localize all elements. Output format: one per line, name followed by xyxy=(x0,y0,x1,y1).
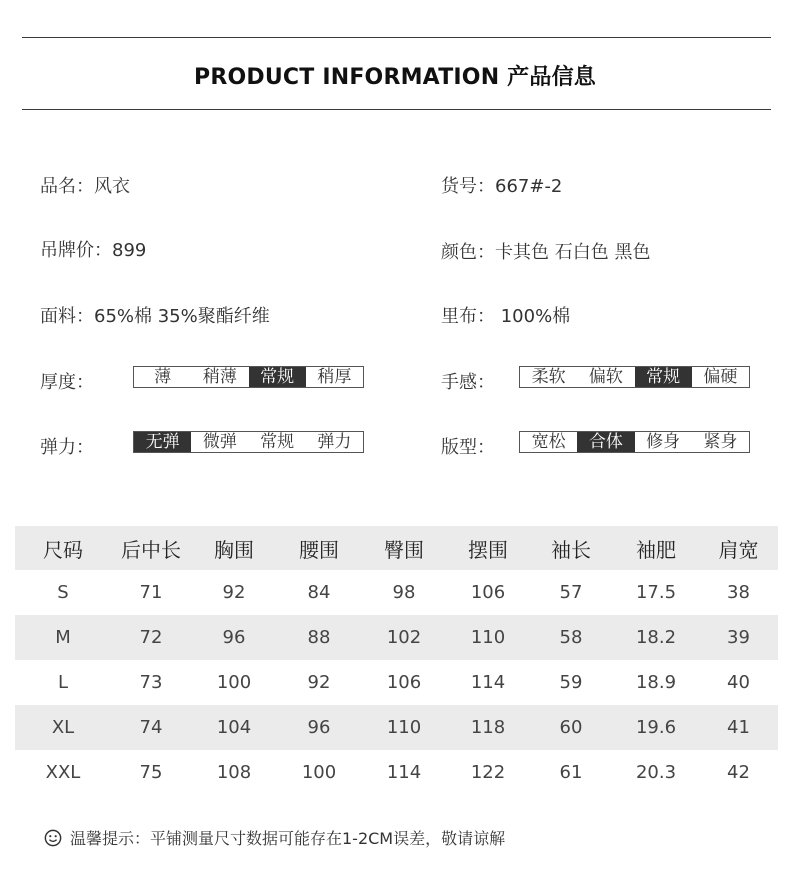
table-cell: 18.9 xyxy=(635,672,677,693)
table-row xyxy=(15,705,778,750)
elasticity-option: 弹力 xyxy=(317,432,352,452)
table-cell: 110 xyxy=(470,627,506,648)
table-cell: 58 xyxy=(559,627,583,648)
fit-label: 版型： xyxy=(441,437,495,458)
product-sku: 货号：667#-2 xyxy=(441,176,563,197)
table-cell: XL xyxy=(51,717,75,738)
table-cell: 98 xyxy=(392,582,416,603)
thickness-scale xyxy=(133,366,364,388)
elasticity-label: 弹力： xyxy=(40,437,94,458)
table-header-cell: 摆围 xyxy=(468,537,508,562)
table-cell: 106 xyxy=(386,672,422,693)
table-cell: M xyxy=(55,627,71,648)
top-divider xyxy=(22,37,771,38)
fit-option: 修身 xyxy=(646,432,681,452)
table-cell: 72 xyxy=(139,627,163,648)
table-cell: 17.5 xyxy=(635,582,677,603)
table-cell: 38 xyxy=(727,582,750,603)
table-cell: 96 xyxy=(307,717,331,738)
table-cell: 92 xyxy=(307,672,331,693)
table-cell: 106 xyxy=(470,582,506,603)
table-cell: 88 xyxy=(307,627,331,648)
product-price: 吊牌价：899 xyxy=(40,240,147,261)
table-cell: 108 xyxy=(216,762,252,783)
table-cell: 102 xyxy=(386,627,422,648)
thickness-option: 稍薄 xyxy=(202,367,237,387)
table-header-cell: 袖肥 xyxy=(636,537,676,562)
fit-option: 紧身 xyxy=(703,432,738,452)
table-header-cell: 肩宽 xyxy=(718,537,759,562)
table-cell: 71 xyxy=(139,582,163,603)
feel-option: 偏硬 xyxy=(703,367,738,387)
table-header-cell: 臀围 xyxy=(384,537,424,562)
elasticity-option: 常规 xyxy=(260,432,295,452)
table-cell: S xyxy=(57,582,69,603)
table-cell: 57 xyxy=(559,582,583,603)
size-table xyxy=(15,526,778,795)
table-cell: 42 xyxy=(727,762,750,783)
product-name: 品名：风衣 xyxy=(40,176,130,197)
table-row xyxy=(15,615,778,660)
title-divider xyxy=(22,109,771,110)
table-cell: 122 xyxy=(470,762,506,783)
feel-option: 柔软 xyxy=(531,367,566,387)
elasticity-option: 微弹 xyxy=(202,432,237,452)
table-cell: 19.6 xyxy=(635,717,677,738)
table-header-cell: 胸围 xyxy=(214,537,254,562)
table-cell: 96 xyxy=(222,627,246,648)
table-cell: 114 xyxy=(386,762,422,783)
smiley-icon xyxy=(44,829,62,847)
table-cell: 84 xyxy=(307,582,331,603)
table-cell: 118 xyxy=(470,717,506,738)
table-cell: 92 xyxy=(222,582,246,603)
table-row xyxy=(15,660,778,705)
table-cell: 41 xyxy=(727,717,750,738)
table-cell: 74 xyxy=(139,717,163,738)
product-color: 颜色：卡其色 石白色 黑色 xyxy=(441,242,651,263)
thickness-option: 稍厚 xyxy=(317,367,352,387)
table-cell: L xyxy=(57,672,69,693)
table-cell: 104 xyxy=(216,717,252,738)
table-header-cell: 腰围 xyxy=(299,537,339,562)
table-header-row xyxy=(15,526,778,570)
fit-option-selected: 合体 xyxy=(577,432,634,452)
table-header-cell: 袖长 xyxy=(551,537,591,562)
table-cell: 100 xyxy=(301,762,337,783)
table-cell: 73 xyxy=(139,672,163,693)
table-cell: 114 xyxy=(470,672,506,693)
elasticity-scale xyxy=(133,431,364,453)
table-cell: 40 xyxy=(727,672,750,693)
feel-option: 偏软 xyxy=(588,367,623,387)
feel-scale xyxy=(519,366,750,388)
table-header-cell: 后中长 xyxy=(121,537,181,562)
table-header-cell: 尺码 xyxy=(43,537,83,562)
table-row xyxy=(15,570,778,615)
footer-note-text: 温馨提示：平铺测量尺寸数据可能存在1-2CM误差，敬请谅解 xyxy=(70,829,506,848)
thickness-option-selected: 常规 xyxy=(249,367,306,387)
fit-scale xyxy=(519,431,750,453)
feel-label: 手感： xyxy=(441,372,495,393)
table-cell: 75 xyxy=(139,762,163,783)
table-cell: 20.3 xyxy=(635,762,677,783)
feel-option-selected: 常规 xyxy=(635,367,692,387)
product-lining: 里布： 100%棉 xyxy=(441,306,571,327)
table-row xyxy=(15,750,778,795)
product-fabric: 面料：65%棉 35%聚酯纤维 xyxy=(40,306,270,327)
table-cell: 110 xyxy=(386,717,422,738)
thickness-option: 薄 xyxy=(154,367,172,387)
elasticity-option-selected: 无弹 xyxy=(134,432,191,452)
table-cell: 59 xyxy=(559,672,583,693)
table-cell: 39 xyxy=(727,627,750,648)
fit-option: 宽松 xyxy=(531,432,566,452)
footer-note xyxy=(44,826,505,849)
table-cell: XXL xyxy=(45,762,81,783)
thickness-label: 厚度： xyxy=(40,372,94,393)
page-title: PRODUCT INFORMATION 产品信息 xyxy=(194,65,596,90)
table-cell: 100 xyxy=(216,672,252,693)
table-cell: 18.2 xyxy=(635,627,677,648)
table-cell: 61 xyxy=(559,762,583,783)
table-cell: 60 xyxy=(559,717,583,738)
